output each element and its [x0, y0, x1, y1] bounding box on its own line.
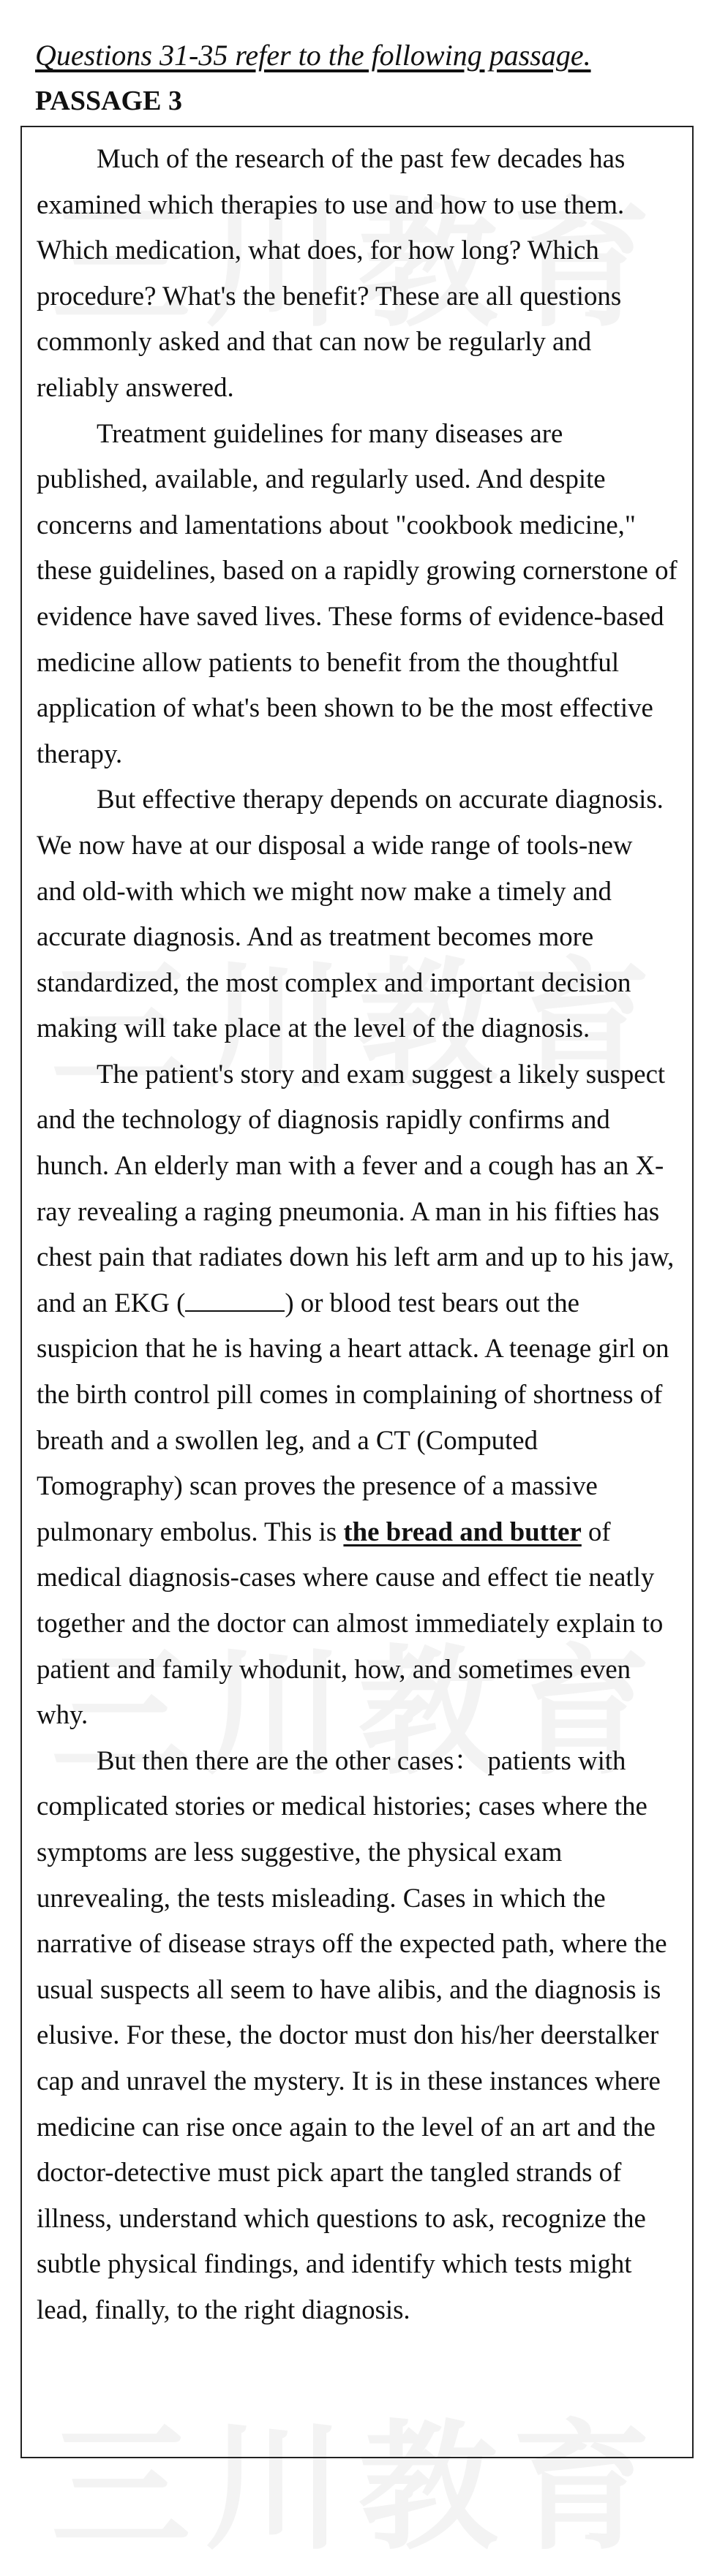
- paragraph-4-text-a: The patient's story and exam suggest a likely suspect and the technology of diagnosis rapidly confirms and hunch. An elderly man with a fever and a cough has an X-ray revealing a raging pneumonia. A man in his fifties has chest pain that radiates down his left arm and up to his jaw, and an EKG (: [37, 1058, 675, 1318]
- paragraph-3: But effective therapy depends on accurate diagnosis. We now have at our disposal a wide range of tools-new and old-with which we might now make a timely and accurate diagnosis. And as treatment becomes more standardized, the most complex and important decision making will take place at the level of the diagnosis.: [37, 784, 664, 1043]
- paragraph-2: Treatment guidelines for many diseases are published, available, and regularly used. And despite concerns and lamentations about "cookbook medicine," these guidelines, based on a rapidly growing cornerstone of evidence have saved lives. These forms of evidence-based medicine allow patients to benefit from the thoughtful application of what's been shown to be the most effective therapy.: [37, 418, 677, 768]
- paragraph-5: But then there are the other cases： patients with complicated stories or medical histories; cases where the symptoms are less suggestive, the physical exam unrevealing, the tests misleading. Cases in which the narrative of disease strays off the expected path, where the usual suspects all seem to have alibis, and the diagnosis is elusive. For these, the doctor must don his/her deerstalker cap and unravel the mystery. It is in these instances where medicine can rise once again to the level of an art and the doctor-detective must pick apart the tangled strands of illness, understand which questions to ask, recognize the subtle physical findings, and identify which tests might lead, finally, to the right diagnosis.: [37, 1745, 667, 2324]
- passage-box: [20, 126, 694, 2458]
- paragraph-4-text-c: of medical diagnosis-cases where cause and effect tie neatly together and the doctor can almost immediately explain to patient and family whodunit, how, and sometimes even why.: [37, 1516, 664, 1730]
- passage-label: PASSAGE 3: [35, 86, 182, 116]
- paragraph-4-text-b: ) or blood test bears out the suspicion that he is having a heart attack. A teenage girl on the birth control pill comes in complaining of shortness of breath and a swollen leg, and a CT (Computed Tomography) scan proves the presence of a massive pulmonary embolus. This is: [37, 1287, 669, 1546]
- questions-instruction: Questions 31-35 refer to the following passage.: [35, 39, 591, 72]
- paragraph-4: [37, 1051, 677, 1738]
- underlined-phrase: the bread and butter: [343, 1516, 582, 1546]
- fill-in-blank: [185, 1288, 285, 1312]
- paragraph-1: Much of the research of the past few decades has examined which therapies to use and how to use them. Which medication, what does, for how long? Which procedure? What's the benefit? These are all questions commonly asked and that can now be regularly and reliably answered.: [37, 143, 626, 402]
